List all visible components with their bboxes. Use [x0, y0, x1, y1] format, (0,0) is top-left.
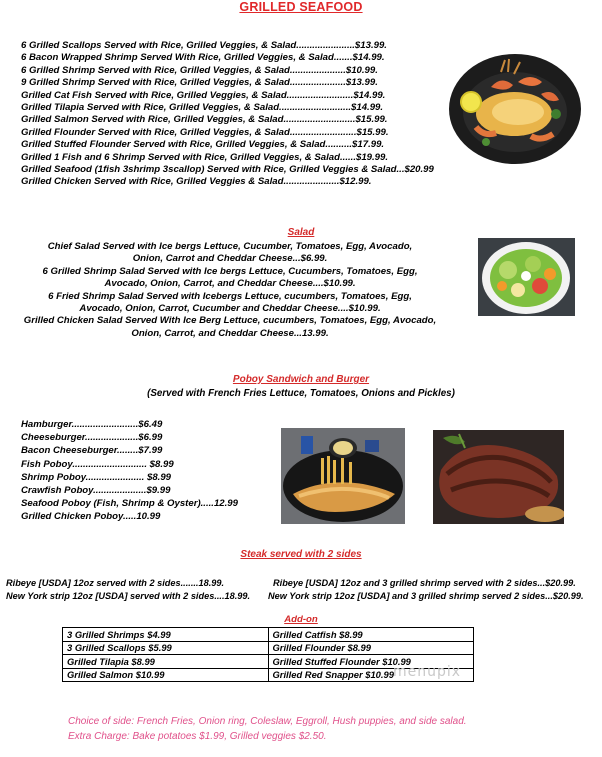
addon-cell: 3 Grilled Shrimps $4.99: [63, 628, 269, 642]
salad-list: [10, 241, 450, 340]
steak-illustration: [433, 430, 564, 524]
list-item: 6 Grilled Shrimp Salad Served with Ice bergs Lettuce, Cucumbers, Tomatoes, Egg,: [42, 265, 418, 277]
list-item: Grilled Chicken Salad Served With Ice Berg Lettuce, cucumbers, Tomatoes, Egg, Avocado,: [23, 315, 437, 327]
addon-cell: Grilled Flounder $8.99: [268, 641, 474, 655]
list-item: Grilled Tilapia Served with Rice, Grilled Veggies, & Salad...........................$14.99.: [21, 102, 384, 114]
addon-cell: Grilled Salmon $10.99: [63, 668, 269, 682]
salad-illustration: [478, 238, 575, 316]
list-item: Avocado, Onion, Carrot, Cucumber and Cheddar Cheese....$10.99.: [79, 303, 381, 315]
steak-heading: Steak served with 2 sides: [240, 549, 362, 560]
list-item: 6 Grilled Scallops Served with Rice, Grilled Veggies, & Salad......................$13.99.: [21, 40, 387, 51]
footer-sides: Choice of side: French Fries, Onion ring, Coleslaw, Eggroll, Hush puppies, and side salad.: [68, 716, 467, 727]
list-item: Grilled Cat Fish Served with Rice, Grilled Veggies, & Salad.........................$14.99.: [21, 89, 386, 101]
list-item: 6 Bacon Wrapped Shrimp Served With Rice, Grilled Veggies, & Salad.......$14.99.: [21, 52, 385, 64]
steak-right-2: New York strip 12oz [USDA] and 3 grilled shrimp served 2 sides...$20.99.: [268, 591, 584, 601]
addon-cell: Grilled Red Snapper $10.99: [268, 668, 474, 682]
addon-cell: Grilled Stuffed Flounder $10.99: [268, 655, 474, 669]
list-item: 6 Fried Shrimp Salad Served with Icebergs Lettuce, cucumbers, Tomatoes, Egg,: [48, 290, 412, 302]
addon-heading: Add-on: [284, 614, 318, 625]
steak-left-1: Ribeye [USDA] 12oz served with 2 sides.......18.99.: [6, 578, 225, 588]
list-item: Shrimp Poboy...................... $8.99: [21, 471, 171, 483]
poboy-subheading: (Served with French Fries Lettuce, Tomatoes, Onions and Pickles): [147, 388, 455, 399]
list-item: Crawfish Poboy....................$9.99: [21, 485, 171, 497]
list-item: Onion, Carrot, and Cheddar Cheese...13.99.: [131, 327, 329, 339]
list-item: Grilled Salmon Served with Rice, Grilled Veggies, & Salad...........................$15.99.: [21, 114, 388, 126]
poboy-list: [21, 418, 238, 524]
list-item: Hamburger.........................$6.49: [21, 419, 163, 430]
list-item: Onion, Carrot and Cheddar Cheese...$6.99.: [132, 253, 328, 265]
list-item: Chief Salad Served with Ice bergs Lettuce, Cucumber, Tomatoes, Egg, Avocado,: [47, 241, 413, 252]
list-item: 9 Grilled Shrimp Served with Rice, Grilled Veggies, & Salad.....................$13.99.: [21, 77, 378, 89]
list-item: 6 Grilled Shrimp Served with Rice, Grilled Veggies, & Salad.....................$10.99.: [21, 64, 378, 76]
watermark: menupix: [393, 664, 462, 680]
steak-photo: [433, 430, 564, 524]
list-item: Avocado, Onion, Carrot, and Cheddar Cheese....$10.99.: [104, 278, 356, 290]
list-item: Cheeseburger....................$6.99: [21, 432, 163, 444]
list-item: Bacon Cheeseburger........$7.99: [21, 445, 163, 457]
page-title: GRILLED SEAFOOD: [239, 0, 363, 14]
list-item: Grilled Seafood (1fish 3shrimp 3scallop) Served with Rice, Grilled Veggies & Salad...$20.99: [21, 164, 434, 176]
addon-cell: 3 Grilled Scallops $5.99: [63, 641, 269, 655]
addon-cell: Grilled Catfish $8.99: [268, 628, 474, 642]
footer-extra: Extra Charge: Bake potatoes $1.99, Grilled veggies $2.50.: [68, 731, 327, 742]
table-row: [63, 641, 474, 655]
steak-left-2: New York strip 12oz [USDA] served with 2 sides....18.99.: [6, 591, 251, 601]
list-item: Grilled Chicken Poboy.....10.99: [21, 511, 161, 523]
poboy-illustration: [281, 428, 405, 524]
seafood-plate-photo: [446, 52, 584, 166]
list-item: Grilled Stuffed Flounder Served with Rice, Grilled Veggies, & Salad..........$17.99.: [21, 139, 385, 151]
seafood-plate-illustration: [446, 52, 584, 166]
addon-cell: Grilled Tilapia $8.99: [63, 655, 269, 669]
list-item: Grilled Flounder Served with Rice, Grilled Veggies, & Salad.........................$15.99.: [21, 126, 389, 138]
list-item: Fish Poboy............................ $8.99: [21, 458, 174, 470]
list-item: Grilled 1 Fish and 6 Shrimp Served with Rice, Grilled Veggies, & Salad......$19.99.: [21, 151, 388, 163]
poboy-photo: [281, 428, 405, 524]
list-item: Grilled Chicken Served with Rice, Grilled Veggies & Salad.....................$12.99.: [21, 176, 372, 188]
salad-photo: [478, 238, 575, 316]
table-row: [63, 628, 474, 642]
salad-heading: Salad: [287, 227, 315, 238]
list-item: Seafood Poboy (Fish, Shrimp & Oyster).....12.99: [21, 498, 238, 510]
poboy-heading: Poboy Sandwich and Burger: [232, 374, 370, 385]
seafood-list: [21, 40, 434, 189]
steak-right-1: Ribeye [USDA] 12oz and 3 grilled shrimp served with 2 sides...$20.99.: [273, 578, 576, 588]
